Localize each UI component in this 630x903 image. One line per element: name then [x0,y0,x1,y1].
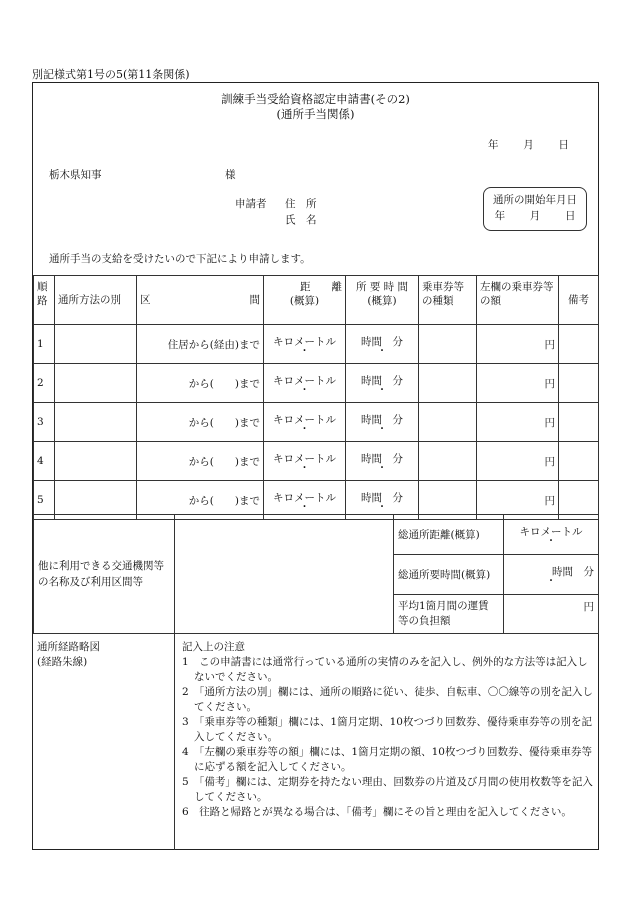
remarks-cell[interactable] [559,364,599,403]
applicant-name-field[interactable]: 氏 名 [285,214,317,226]
total-distance-field[interactable] [504,515,599,555]
instruction-item: 4 「左欄の乗車券等の額」欄には、1箇月定期の額、10枚つづり回数券、優待乗車券等に応ずる額を記入してください。 [182,746,592,773]
header-time [346,276,419,325]
header-section-2: 間 [249,294,260,306]
instruction-item: 1 この申請書には通常行っている通所の実情のみを記入し、例外的な方法等は記入しないでください。 [182,656,588,683]
table-row [34,442,599,481]
minute-unit: 分 [392,413,403,426]
application-form [32,82,599,850]
distance-cell[interactable] [264,364,346,403]
minute-unit: 分 [392,452,403,465]
monthly-fare-unit: 円 [583,601,594,613]
distance-unit: キロメートル [273,452,336,465]
start-date-day: 日 [564,210,576,222]
date-month-label: 月 [523,139,534,151]
start-date-label: 通所の開始年月日 [493,194,577,206]
distance-dot: ・ [299,384,310,396]
yen-unit: 円 [544,494,555,507]
start-date-values [484,208,586,224]
header-method: 通所方法の別 [55,276,137,325]
row-number: 3 [34,403,55,442]
distance-dot: ・ [299,462,310,474]
applicant-address-field[interactable]: 住 所 [285,198,317,210]
method-cell[interactable] [55,403,137,442]
row-number: 4 [34,442,55,481]
yen-unit: 円 [544,416,555,429]
date-field[interactable] [488,137,569,152]
total-time-dot: ・ [546,576,556,587]
header-time-1: 所 要 時 間 [355,281,408,293]
hour-unit: 時間 [361,374,382,387]
method-cell[interactable] [55,325,137,364]
notes-section [33,633,598,850]
time-dot: ・ [377,345,387,357]
distance-unit: キロメートル [273,413,336,426]
section-cell[interactable]: から( )まで [137,403,264,442]
monthly-fare-field[interactable] [504,595,599,634]
hour-unit: 時間 [361,452,382,465]
form-subtitle: (通所手当関係) [276,107,355,121]
distance-dot: ・ [299,501,310,513]
time-cell[interactable] [346,325,419,364]
hour-unit: 時間 [361,335,382,348]
section-cell[interactable]: から( )まで [137,442,264,481]
date-day-label: 日 [558,139,569,151]
header-amount: 左欄の乗車券等の額 [477,276,559,325]
form-caption: 別記様式第1号の5(第11条関係) [32,68,190,81]
table-row [34,364,599,403]
route-table [33,275,599,520]
distance-cell[interactable] [264,403,346,442]
start-date-year: 年 [494,210,506,222]
time-dot: ・ [377,384,387,396]
time-cell[interactable] [346,403,419,442]
applicant-label: 申請者 [235,198,267,210]
hour-unit: 時間 [361,491,382,504]
section-cell[interactable]: から( )まで [137,364,264,403]
yen-unit: 円 [544,377,555,390]
header-order: 順路 [34,276,55,325]
total-minute-unit: 分 [583,566,594,578]
instruction-item: 5 「備考」欄には、定期券を持たない理由、回数券の片道及び月間の使用枚数等を記入してください。 [182,776,593,803]
total-time-label: 総通所要時間(概算) [394,555,504,595]
distance-cell[interactable] [264,325,346,364]
distance-unit: キロメートル [273,491,336,504]
total-time-field[interactable] [504,555,599,595]
instruction-item: 6 往路と帰路とが異なる場合は、「備考」欄にその旨と理由を記入してください。 [182,806,572,818]
time-cell[interactable] [346,364,419,403]
addressee-name: 栃木県知事 [49,169,102,181]
application-statement: 通所手当の支給を受けたいので下記により申請します。 [49,253,311,265]
remarks-cell[interactable] [559,442,599,481]
header-remarks: 備考 [559,276,599,325]
route-map-area[interactable] [37,640,100,670]
header-distance [264,276,346,325]
header-distance-2: (概算) [289,295,320,307]
ticket-type-cell[interactable] [419,442,477,481]
other-transport-label: 他に利用できる交通機関等の名称及び利用区間等 [34,515,175,634]
total-distance-label: 総通所距離(概算) [394,515,504,555]
section-cell[interactable]: から( )まで [137,481,264,520]
form-title-block [33,92,598,122]
method-cell[interactable] [55,442,137,481]
row-number: 5 [34,481,55,520]
header-time-2: (概算) [367,295,397,307]
other-transport-field[interactable] [175,515,394,634]
distance-unit: キロメートル [273,335,336,348]
ticket-type-cell[interactable] [419,364,477,403]
minute-unit: 分 [392,374,403,387]
amount-cell[interactable] [477,442,559,481]
route-table-header [34,276,599,325]
form-title: 訓練手当受給資格認定申請書(その2) [221,92,410,106]
time-dot: ・ [377,423,387,435]
total-hour-unit: 時間 [552,566,573,578]
distance-dot: ・ [299,345,310,357]
yen-unit: 円 [544,338,555,351]
notes-divider [174,634,175,850]
route-map-label: 通所経路略図 [37,641,100,653]
instructions-heading: 記入上の注意 [182,641,245,653]
method-cell[interactable] [55,364,137,403]
time-dot: ・ [377,501,387,513]
time-dot: ・ [377,462,387,474]
summary-table [33,514,599,634]
row-number: 1 [34,325,55,364]
row-number: 2 [34,364,55,403]
instruction-item: 2 「通所方法の別」欄には、通所の順路に従い、徒歩、自転車、〇〇線等の別を記入してください。 [182,686,593,713]
minute-unit: 分 [392,335,403,348]
section-cell[interactable]: 住居から(経由)まで [137,325,264,364]
table-row [34,403,599,442]
start-date-box[interactable] [483,187,587,231]
header-distance-1: 距 離 [300,281,342,293]
remarks-cell[interactable] [559,325,599,364]
ticket-type-cell[interactable] [419,403,477,442]
instructions [182,640,594,820]
total-distance-dot: ・ [546,536,556,547]
instruction-item: 3 「乗車券等の種類」欄には、1箇月定期、10枚つづり回数券、優待乗車券等の別を記入してください。 [182,716,592,743]
amount-cell[interactable] [477,364,559,403]
header-section-1: 区 [140,294,151,306]
route-map-sublabel: (経路朱線) [37,656,88,668]
distance-dot: ・ [299,423,310,435]
hour-unit: 時間 [361,413,382,426]
amount-cell[interactable] [477,325,559,364]
table-row [34,325,599,364]
total-distance-unit: キロメートル [519,526,583,538]
date-year-label: 年 [488,139,499,151]
addressee-honorific: 様 [225,169,236,181]
ticket-type-cell[interactable] [419,325,477,364]
time-cell[interactable] [346,442,419,481]
distance-unit: キロメートル [273,374,336,387]
distance-cell[interactable] [264,442,346,481]
header-section [137,276,264,325]
remarks-cell[interactable] [559,403,599,442]
amount-cell[interactable] [477,403,559,442]
start-date-month: 月 [529,210,541,222]
header-ticket-type: 乗車券等の種類 [419,276,477,325]
yen-unit: 円 [544,455,555,468]
monthly-fare-label: 平均1箇月間の運賃等の負担額 [394,595,504,634]
minute-unit: 分 [392,491,403,504]
